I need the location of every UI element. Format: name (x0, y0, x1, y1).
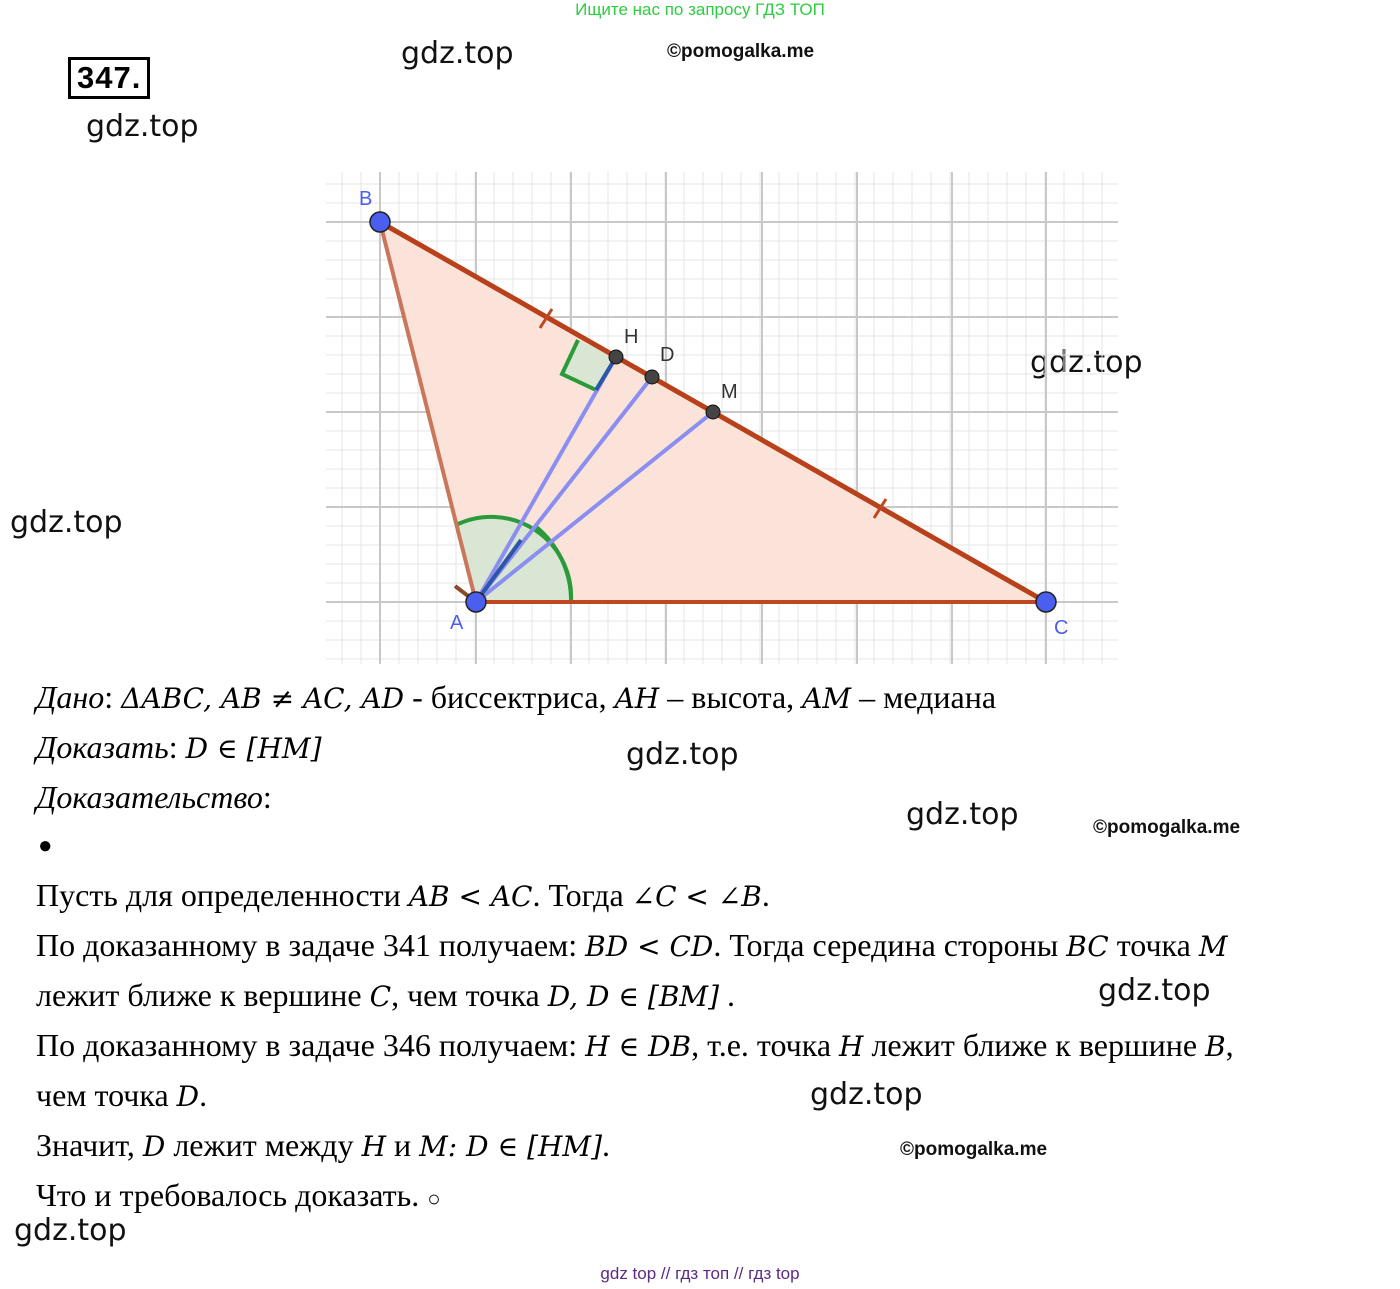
watermark-pomogalka: ©pomogalka.me (1093, 817, 1241, 838)
proof-line-3: лежит ближе к вершине C, чем точка D, D ∈ [BM] . (36, 977, 736, 1013)
prove-line: Доказать: D ∈ [HM] (36, 729, 322, 765)
watermark-pomogalka: ©pomogalka.me (900, 1139, 1048, 1160)
proof-label-line: Доказательство: (36, 779, 272, 815)
proof-label: Доказательство (36, 779, 263, 815)
proof-line-4: По доказанному в задаче 346 получаем: H ∈ DB, т.е. точка H лежит ближе к вершине B, (36, 1027, 1234, 1063)
prove-label: Доказать (36, 729, 169, 765)
point-d (645, 370, 659, 384)
watermark-gdz: gdz.top (14, 1213, 127, 1248)
point-c (1036, 592, 1056, 612)
label-b: B (359, 188, 373, 210)
proof-line-7: Что и требовалось доказать. ○ (36, 1177, 441, 1213)
watermark-gdz: gdz.top (1098, 973, 1211, 1008)
bullet: ● (38, 833, 53, 859)
footer-links: gdz top // гдз топ // гдз top (600, 1264, 800, 1283)
point-a (466, 592, 486, 612)
proof-line-5: чем точка D. (36, 1077, 208, 1113)
watermark-gdz: gdz.top (1030, 345, 1143, 380)
given-math: ΔABC, AB ≠ AC, AD (121, 682, 405, 715)
point-m (706, 405, 720, 419)
watermark-gdz: gdz.top (10, 505, 123, 540)
label-d: D (660, 344, 675, 366)
given-label: Дано (36, 679, 105, 715)
label-h: H (624, 326, 639, 348)
given-line: Дано: ΔABC, AB ≠ AC, AD - биссектриса, AH – высота, AM – медиана (36, 679, 997, 715)
point-h (609, 350, 623, 364)
search-banner: Ищите нас по запросу ГДЗ ТОП (575, 0, 825, 19)
proof-line-2: По доказанному в задаче 341 получаем: BD < CD. Тогда середина стороны BC точка M (36, 927, 1228, 963)
watermark-pomogalka: ©pomogalka.me (667, 41, 815, 62)
label-m: M (721, 381, 738, 403)
watermark-gdz: gdz.top (626, 737, 739, 772)
point-b (370, 212, 390, 232)
label-a: A (450, 612, 464, 634)
label-c: C (1054, 617, 1069, 639)
proof-line-1: Пусть для определенности AB < AC. Тогда ∠C < ∠B. (36, 877, 770, 913)
problem-number: 347. (68, 57, 150, 99)
prove-math: D ∈ [HM] (185, 732, 322, 765)
watermark-gdz: gdz.top (906, 797, 1019, 832)
qed-symbol: ○ (427, 1186, 441, 1211)
watermark-gdz: gdz.top (401, 36, 514, 71)
proof-line-6: Значит, D лежит между H и M: D ∈ [HM]. (36, 1127, 611, 1163)
watermark-gdz: gdz.top (810, 1077, 923, 1112)
watermark-gdz: gdz.top (86, 109, 199, 144)
